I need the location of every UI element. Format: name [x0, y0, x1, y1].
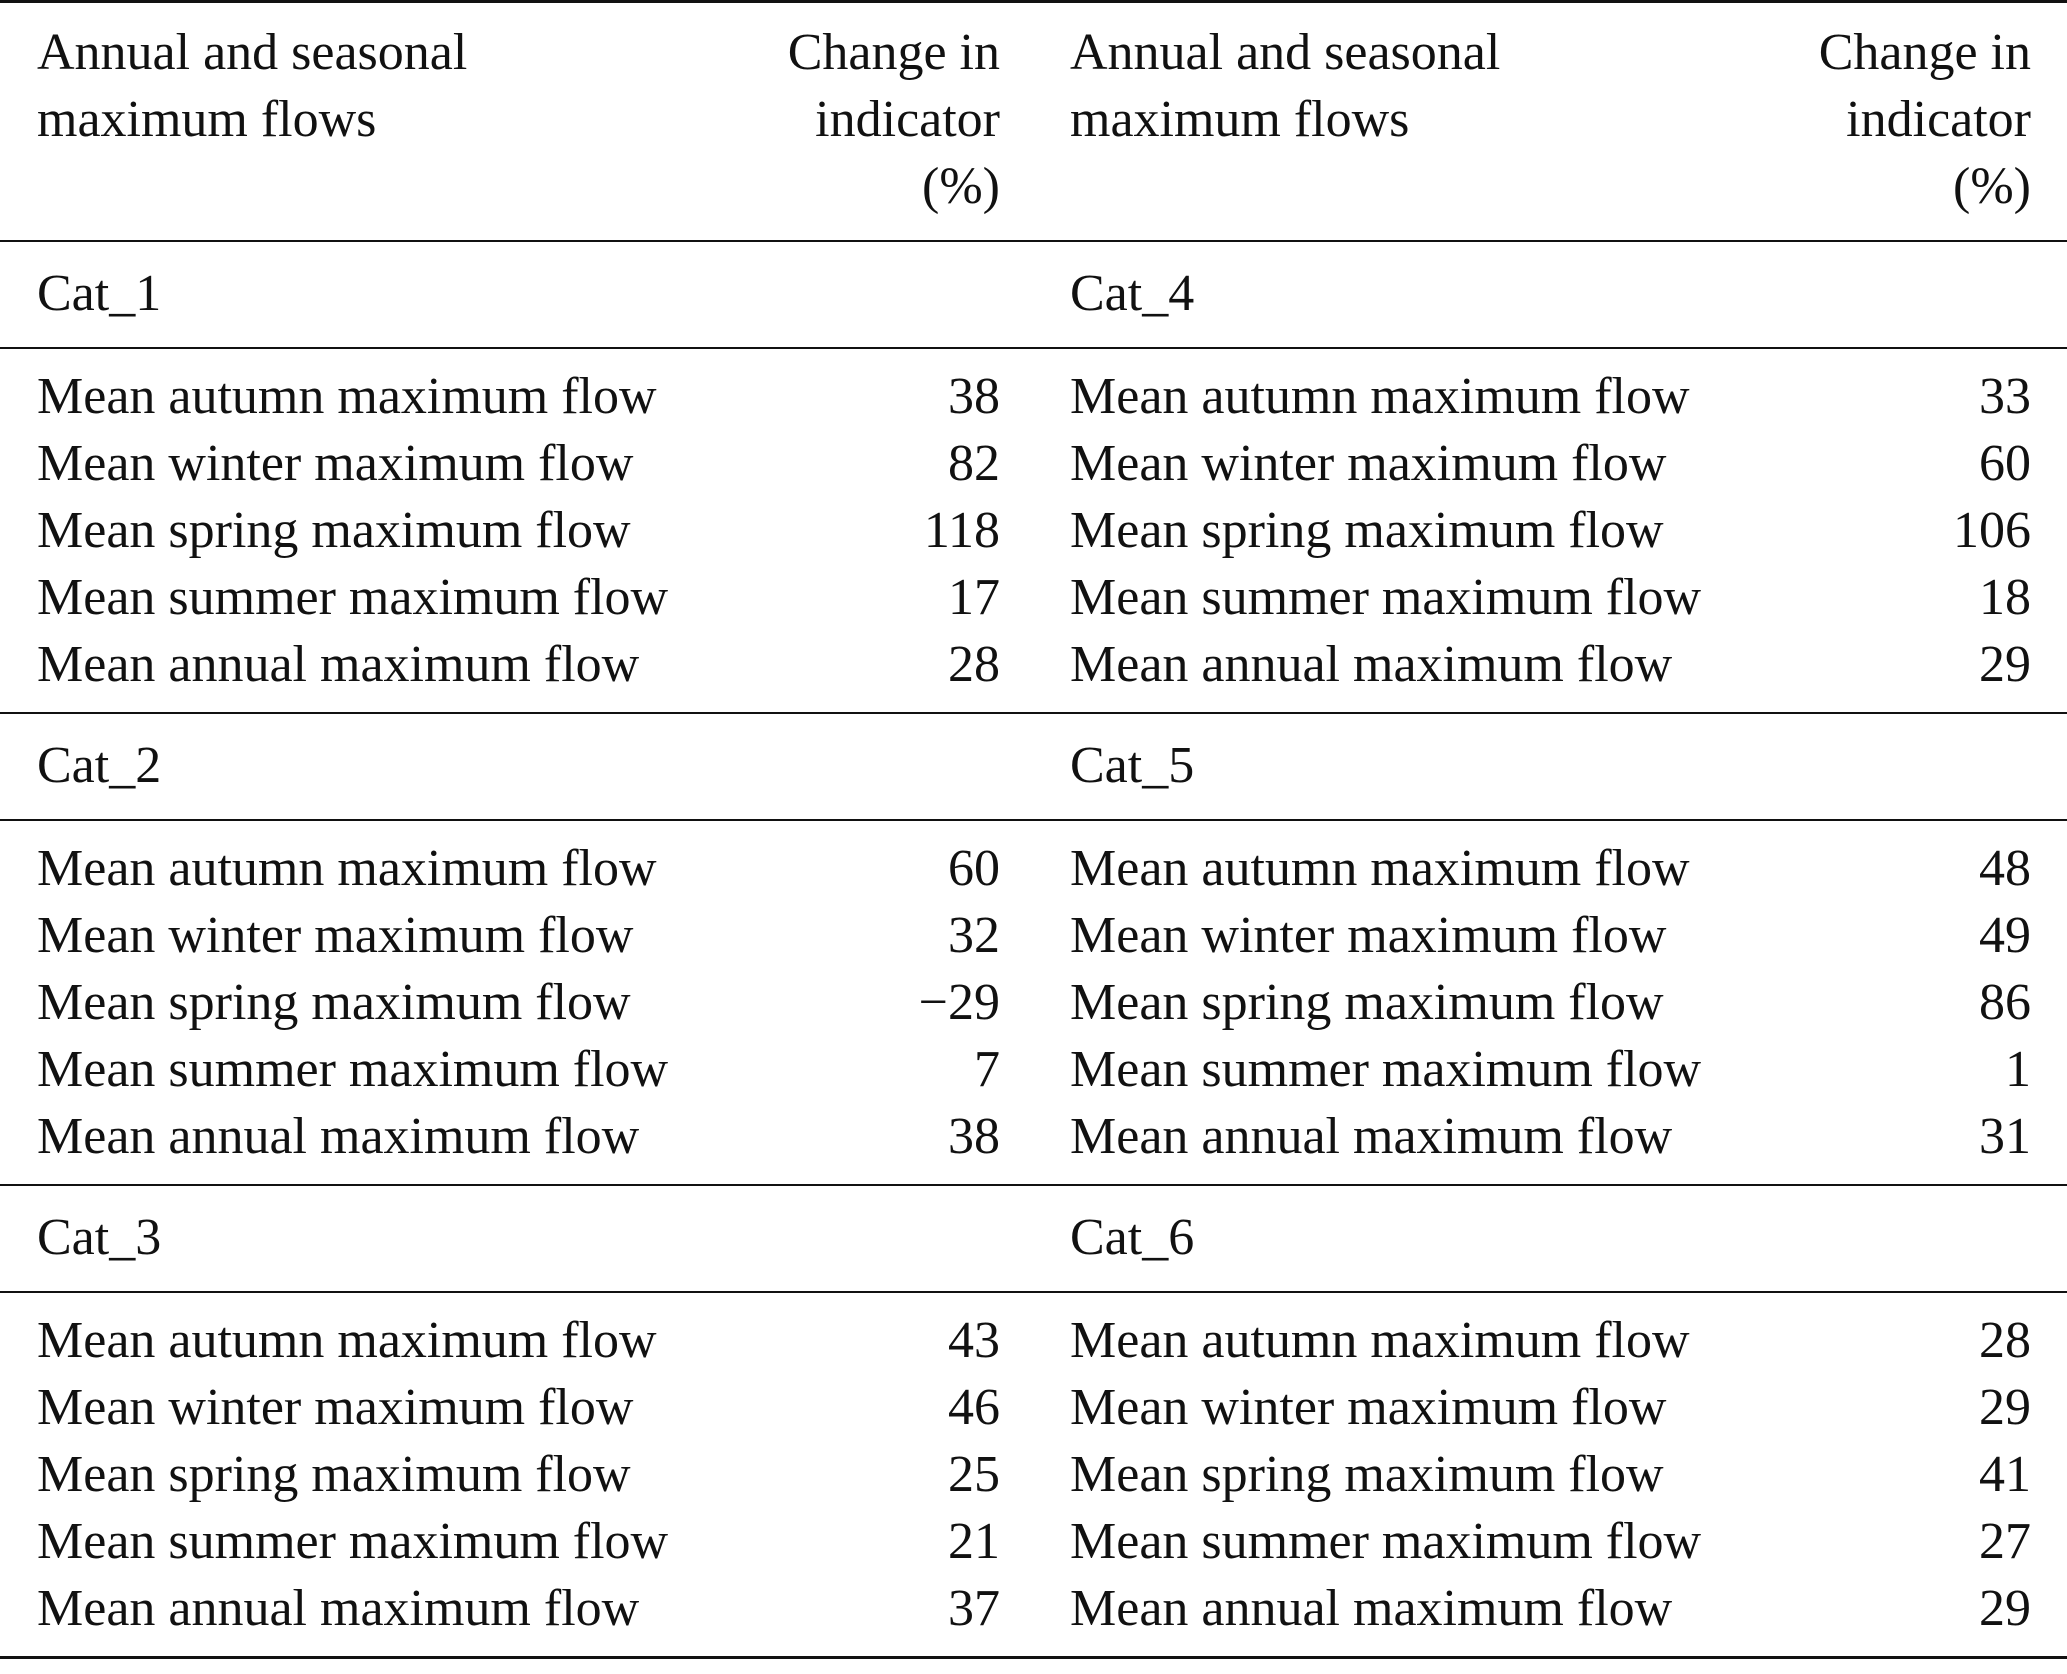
- category-row: [0, 713, 2067, 820]
- table-row: [0, 902, 2067, 969]
- table-row: [0, 1441, 2067, 1508]
- header-flows-left: Annual and seasonal maximum flows: [37, 24, 468, 148]
- table-header: [0, 2, 2067, 242]
- change-value-right: 18: [1979, 569, 2031, 626]
- change-value-left: 60: [948, 840, 1000, 897]
- header-change-left: Change in indicator (%): [787, 24, 1000, 215]
- flow-label-left: Mean spring maximum flow: [37, 1446, 631, 1503]
- flow-label-left: Mean annual maximum flow: [37, 1108, 640, 1165]
- category-row: [0, 241, 2067, 348]
- change-value-left: 38: [948, 368, 1000, 425]
- change-value-right: 31: [1979, 1108, 2031, 1165]
- category-label-right: Cat_6: [1000, 1185, 2067, 1292]
- flow-label-right: Mean summer maximum flow: [1070, 569, 1702, 626]
- flow-label-right: Mean autumn maximum flow: [1070, 1312, 1690, 1369]
- change-value-right: 49: [1979, 907, 2031, 964]
- category-label-right: Cat_5: [1000, 713, 2067, 820]
- change-value-left: 32: [948, 907, 1000, 964]
- flow-label-right: Mean autumn maximum flow: [1070, 840, 1690, 897]
- flow-label-right: Mean autumn maximum flow: [1070, 368, 1690, 425]
- category-label-right: Cat_4: [1000, 241, 2067, 348]
- table-row: [0, 820, 2067, 902]
- table-row: [0, 1575, 2067, 1658]
- change-value-right: 28: [1979, 1312, 2031, 1369]
- flow-label-right: Mean winter maximum flow: [1070, 1379, 1667, 1436]
- flow-label-right: Mean annual maximum flow: [1070, 636, 1673, 693]
- change-value-left: −29: [918, 974, 1000, 1031]
- change-value-right: 41: [1979, 1446, 2031, 1503]
- flow-label-left: Mean annual maximum flow: [37, 636, 640, 693]
- flow-label-left: Mean autumn maximum flow: [37, 368, 657, 425]
- change-value-left: 38: [948, 1108, 1000, 1165]
- change-value-right: 29: [1979, 636, 2031, 693]
- flow-label-left: Mean summer maximum flow: [37, 1513, 669, 1570]
- change-value-left: 118: [923, 502, 1000, 559]
- category-row: [0, 1185, 2067, 1292]
- flow-label-right: Mean spring maximum flow: [1070, 974, 1664, 1031]
- change-value-left: 46: [948, 1379, 1000, 1436]
- header-change-right: Change in indicator (%): [1818, 24, 2031, 215]
- table-row: [0, 1374, 2067, 1441]
- change-value-left: 7: [974, 1041, 1000, 1098]
- category-label-left: Cat_1: [0, 241, 1000, 348]
- change-value-left: 17: [948, 569, 1000, 626]
- flow-label-right: Mean spring maximum flow: [1070, 1446, 1664, 1503]
- category-label-left: Cat_3: [0, 1185, 1000, 1292]
- change-value-right: 48: [1979, 840, 2031, 897]
- table-row: [0, 497, 2067, 564]
- category-label-left: Cat_2: [0, 713, 1000, 820]
- change-value-left: 43: [948, 1312, 1000, 1369]
- flow-label-left: Mean annual maximum flow: [37, 1580, 640, 1637]
- table-row: [0, 1036, 2067, 1103]
- change-value-right: 33: [1979, 368, 2031, 425]
- header-flows-right: Annual and seasonal maximum flows: [1070, 24, 1501, 148]
- flow-label-right: Mean winter maximum flow: [1070, 907, 1667, 964]
- flow-label-right: Mean spring maximum flow: [1070, 502, 1664, 559]
- table-row: [0, 969, 2067, 1036]
- flow-label-right: Mean annual maximum flow: [1070, 1580, 1673, 1637]
- flow-label-right: Mean annual maximum flow: [1070, 1108, 1673, 1165]
- table-row: [0, 1103, 2067, 1185]
- flow-label-right: Mean winter maximum flow: [1070, 435, 1667, 492]
- flow-label-left: Mean spring maximum flow: [37, 502, 631, 559]
- table-body: [0, 241, 2067, 1658]
- change-value-left: 25: [948, 1446, 1000, 1503]
- flow-label-left: Mean summer maximum flow: [37, 569, 669, 626]
- change-value-right: 1: [2005, 1041, 2031, 1098]
- table-row: [0, 631, 2067, 713]
- table-row: [0, 348, 2067, 430]
- change-value-right: 106: [1953, 502, 2031, 559]
- change-value-right: 29: [1979, 1580, 2031, 1637]
- change-value-left: 28: [948, 636, 1000, 693]
- flow-label-left: Mean winter maximum flow: [37, 435, 634, 492]
- change-value-left: 82: [948, 435, 1000, 492]
- change-value-right: 29: [1979, 1379, 2031, 1436]
- flow-label-left: Mean spring maximum flow: [37, 974, 631, 1031]
- change-value-right: 60: [1979, 435, 2031, 492]
- table-row: [0, 430, 2067, 497]
- flow-label-right: Mean summer maximum flow: [1070, 1513, 1702, 1570]
- change-value-left: 21: [948, 1513, 1000, 1570]
- change-value-right: 27: [1979, 1513, 2031, 1570]
- table-row: [0, 1292, 2067, 1374]
- change-value-right: 86: [1979, 974, 2031, 1031]
- flow-label-left: Mean summer maximum flow: [37, 1041, 669, 1098]
- flow-label-left: Mean autumn maximum flow: [37, 840, 657, 897]
- flow-label-left: Mean winter maximum flow: [37, 1379, 634, 1436]
- flow-label-left: Mean autumn maximum flow: [37, 1312, 657, 1369]
- change-value-left: 37: [948, 1580, 1000, 1637]
- flow-label-left: Mean winter maximum flow: [37, 907, 634, 964]
- flow-label-right: Mean summer maximum flow: [1070, 1041, 1702, 1098]
- table-row: [0, 564, 2067, 631]
- table-row: [0, 1508, 2067, 1575]
